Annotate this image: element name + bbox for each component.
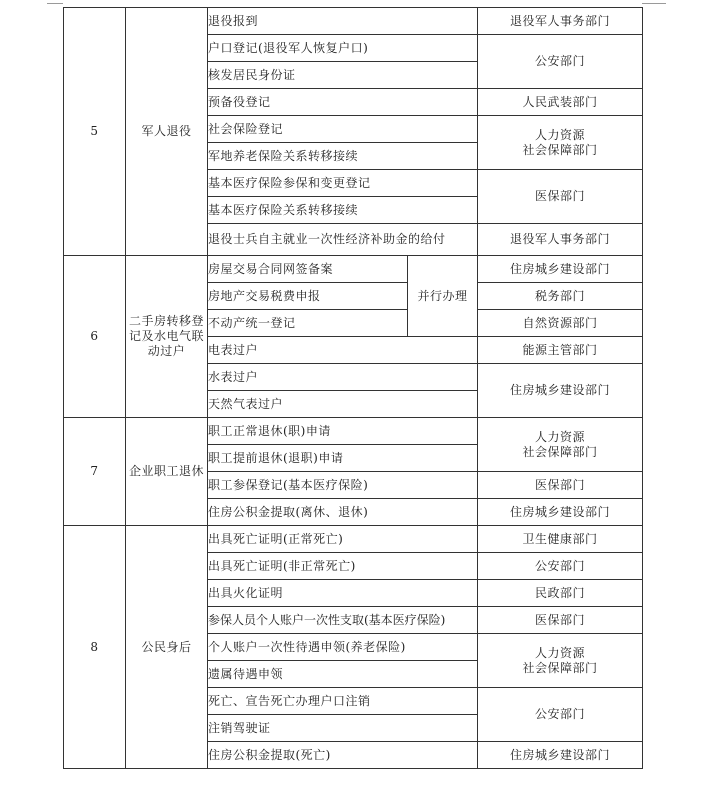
department-cell: 自然资源部门 <box>478 310 643 337</box>
item-cell: 个人账户一次性待遇申领(养老保险) <box>208 634 478 661</box>
department-cell: 住房城乡建设部门 <box>478 256 643 283</box>
department-cell: 卫生健康部门 <box>478 526 643 553</box>
department-cell: 公安部门 <box>478 688 643 742</box>
department-cell: 医保部门 <box>478 170 643 224</box>
item-cell: 户口登记(退役军人恢复户口) <box>208 35 478 62</box>
item-cell: 遗属待遇申领 <box>208 661 478 688</box>
item-cell: 社会保险登记 <box>208 116 478 143</box>
category-cell: 二手房转移登记及水电气联动过户 <box>126 256 208 418</box>
item-cell: 水表过户 <box>208 364 478 391</box>
item-cell: 预备役登记 <box>208 89 478 116</box>
item-cell: 住房公积金提取(离休、退休) <box>208 499 478 526</box>
item-cell: 死亡、宣告死亡办理户口注销 <box>208 688 478 715</box>
department-cell: 住房城乡建设部门 <box>478 742 643 769</box>
item-cell: 注销驾驶证 <box>208 715 478 742</box>
item-cell: 房屋交易合同网签备案 <box>208 256 408 283</box>
department-cell: 人力资源 社会保障部门 <box>478 116 643 170</box>
item-cell: 职工参保登记(基本医疗保险) <box>208 472 478 499</box>
header-rule-left <box>47 3 63 4</box>
department-cell: 医保部门 <box>478 607 643 634</box>
row-number: 5 <box>64 8 126 256</box>
item-cell: 天然气表过户 <box>208 391 478 418</box>
item-cell: 电表过户 <box>208 337 478 364</box>
item-cell: 出具死亡证明(正常死亡) <box>208 526 478 553</box>
department-cell: 人民武装部门 <box>478 89 643 116</box>
item-cell: 基本医疗保险参保和变更登记 <box>208 170 478 197</box>
category-cell: 军人退役 <box>126 8 208 256</box>
item-cell: 出具火化证明 <box>208 580 478 607</box>
item-cell: 参保人员个人账户一次性支取(基本医疗保险) <box>208 607 478 634</box>
row-number: 8 <box>64 526 126 769</box>
department-cell: 公安部门 <box>478 553 643 580</box>
department-cell: 退役军人事务部门 <box>478 224 643 256</box>
item-cell: 基本医疗保险关系转移接续 <box>208 197 478 224</box>
department-cell: 人力资源 社会保障部门 <box>478 634 643 688</box>
item-cell: 退役报到 <box>208 8 478 35</box>
item-cell: 住房公积金提取(死亡) <box>208 742 478 769</box>
category-cell: 公民身后 <box>126 526 208 769</box>
department-cell: 人力资源 社会保障部门 <box>478 418 643 472</box>
item-cell: 核发居民身份证 <box>208 62 478 89</box>
service-items-table <box>63 7 643 769</box>
item-cell: 出具死亡证明(非正常死亡) <box>208 553 478 580</box>
item-cell: 房地产交易税费申报 <box>208 283 408 310</box>
parallel-processing-cell: 并行办理 <box>408 256 478 337</box>
item-cell: 军地养老保险关系转移接续 <box>208 143 478 170</box>
department-cell: 公安部门 <box>478 35 643 89</box>
header-rule-right <box>642 3 666 4</box>
item-cell: 职工正常退休(职)申请 <box>208 418 478 445</box>
department-cell: 税务部门 <box>478 283 643 310</box>
row-number: 6 <box>64 256 126 418</box>
row-number: 7 <box>64 418 126 526</box>
category-cell: 企业职工退休 <box>126 418 208 526</box>
department-cell: 能源主管部门 <box>478 337 643 364</box>
department-cell: 退役军人事务部门 <box>478 8 643 35</box>
department-cell: 住房城乡建设部门 <box>478 499 643 526</box>
department-cell: 住房城乡建设部门 <box>478 364 643 418</box>
item-cell: 职工提前退休(退职)申请 <box>208 445 478 472</box>
department-cell: 医保部门 <box>478 472 643 499</box>
department-cell: 民政部门 <box>478 580 643 607</box>
item-cell: 不动产统一登记 <box>208 310 408 337</box>
item-cell: 退役士兵自主就业一次性经济补助金的给付 <box>208 224 478 256</box>
